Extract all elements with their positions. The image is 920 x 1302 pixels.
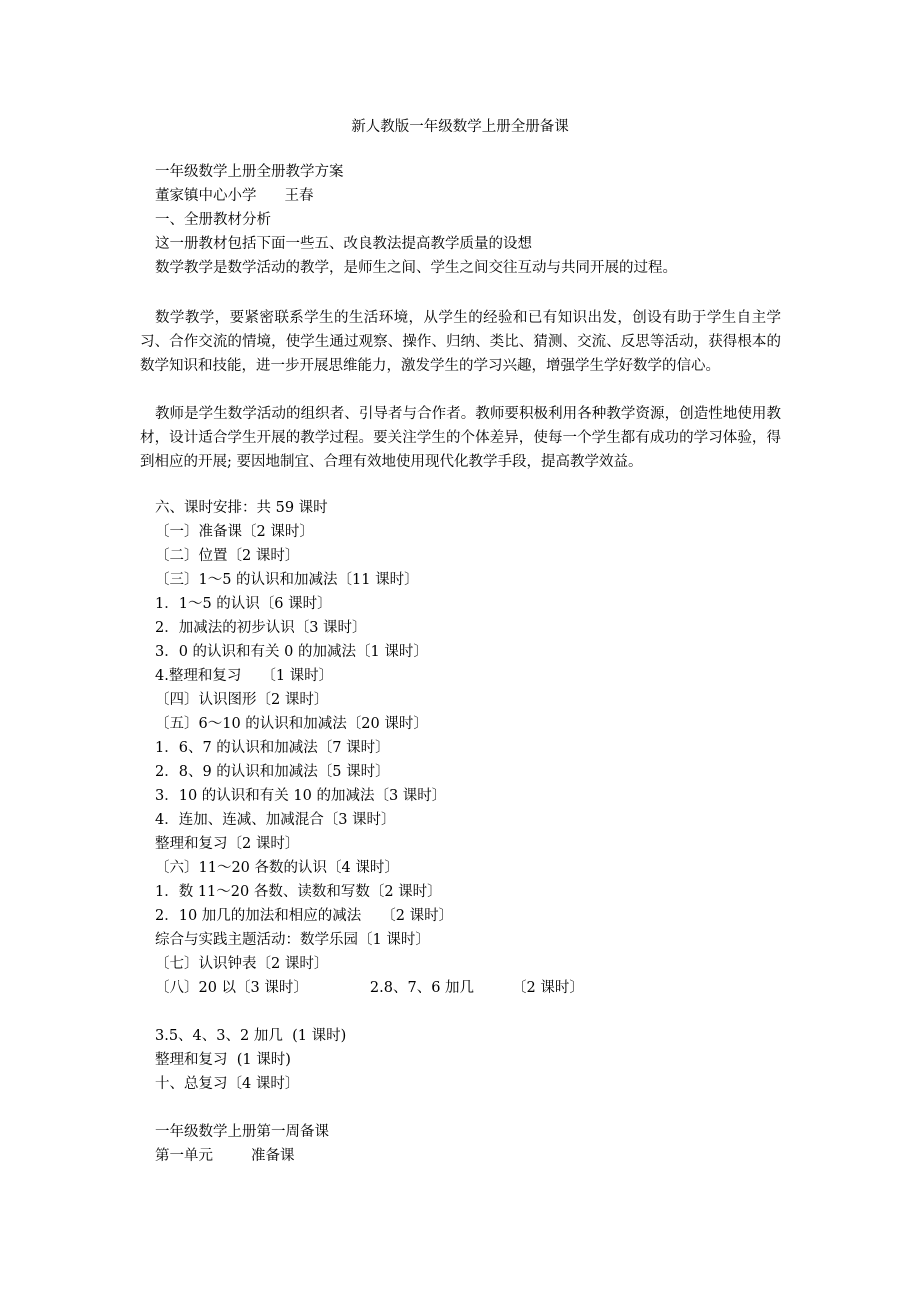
schedule-item-hours: 〔2 课时〕 <box>381 908 454 924</box>
section1-line: 这一册教材包括下面一些五、改良教法提高教学质量的设想 <box>155 236 532 252</box>
paragraph-1: 数学教学，要紧密联系学生的生活环境，从学生的经验和已有知识出发，创设有助于学生自主学习、合作交流的情境，使学生通过观察、操作、归纳、类比、猜测、交流、反思等活动，获得根本的数学知识和技能，进一步开展思维能力，激发学生的学习兴趣，增强学生学好数学的信心。 <box>140 310 781 374</box>
schedule-item: 2．8、9 的认识和加减法〔5 课时〕 <box>155 764 390 780</box>
schedule-item-label: 4.整理和复习 <box>155 668 242 684</box>
schedule-item <box>155 666 333 686</box>
unit-name: 准备课 <box>251 1148 295 1164</box>
intro-line: 数学教学是数学活动的教学，是师生之间、学生之间交往互动与共同开展的过程。 <box>155 260 677 276</box>
document-title: 新人教版一年级数学上册全册备课 <box>351 119 569 135</box>
schedule-item: 4．连加、连减、加减混合〔3 课时〕 <box>155 812 396 828</box>
schedule-item: 1．数 11～20 各数、读数和写数〔2 课时〕 <box>155 884 442 900</box>
schedule-item: 〔六〕11～20 各数的认识〔4 课时〕 <box>155 860 399 876</box>
schedule-item-label: 3.5、4、3、2 加几 <box>155 1028 283 1044</box>
schedule-item: 〔五〕6～10 的认识和加减法〔20 课时〕 <box>155 716 428 732</box>
schedule-item-hours: 〔2 课时〕 <box>512 980 584 996</box>
author-name: 王春 <box>284 188 314 204</box>
plan-title: 一年级数学上册全册教学方案 <box>155 164 344 180</box>
schedule-item: 3．0 的认识和有关 0 的加减法〔1 课时〕 <box>155 644 428 660</box>
paragraph-2: 教师是学生数学活动的组织者、引导者与合作者。教师要积极利用各种教学资源，创造性地使用教材，设计适合学生开展的教学过程。要关注学生的个体差异，使每一个学生都有成功的学习体验，得到相应的开展; 要因地制宜、合理有效地使用现代化教学手段，提高教学效益。 <box>140 406 781 470</box>
schedule-item-hours: 〔1 课时〕 <box>261 668 334 684</box>
schedule-item: 1．6、7 的认识和加减法〔7 课时〕 <box>155 740 390 756</box>
schedule-item: 1．1～5 的认识〔6 课时〕 <box>155 596 332 612</box>
schedule-item: 〔七〕认识钟表〔2 课时〕 <box>155 956 329 972</box>
schedule-item <box>155 978 584 998</box>
schedule-heading: 六、课时安排：共 59 课时 <box>155 500 328 516</box>
schedule-item <box>155 1026 346 1046</box>
schedule-item: 十、总复习〔4 课时〕 <box>155 1076 300 1092</box>
schedule-item: 3．10 的认识和有关 10 的加减法〔3 课时〕 <box>155 788 447 804</box>
schedule-item: 〔四〕认识图形〔2 课时〕 <box>155 692 329 708</box>
section1-heading: 一、全册教材分析 <box>155 212 271 228</box>
schedule-item: 〔二〕位置〔2 课时〕 <box>155 548 300 564</box>
schedule-item-label: 〔八〕20 以〔3 课时〕 <box>155 980 308 996</box>
unit-label: 第一单元 <box>155 1148 213 1164</box>
schedule-item <box>155 906 453 926</box>
schedule-item-hours: (1 课时) <box>236 1052 291 1068</box>
schedule-item: 整理和复习〔2 课时〕 <box>155 836 300 852</box>
week1-title: 一年级数学上册第一周备课 <box>155 1124 329 1140</box>
schedule-item: 2．加减法的初步认识〔3 课时〕 <box>155 620 367 636</box>
author-line <box>155 186 314 206</box>
schedule-item: 〔三〕1～5 的认识和加减法〔11 课时〕 <box>155 572 419 588</box>
schedule-item-hours: (1 课时) <box>292 1028 347 1044</box>
schedule-item-label: 整理和复习 <box>155 1052 228 1068</box>
schedule-item: 综合与实践主题活动：数学乐园〔1 课时〕 <box>155 932 430 948</box>
schedule-item-sub: 2.8、7、6 加几 <box>369 980 475 996</box>
schedule-item-label: 2．10 加几的加法和相应的减法 <box>155 908 362 924</box>
schedule-item <box>155 1050 291 1070</box>
school-name: 董家镇中心小学 <box>155 188 257 204</box>
schedule-item: 〔一〕准备课〔2 课时〕 <box>155 524 314 540</box>
unit1-line <box>155 1146 295 1166</box>
